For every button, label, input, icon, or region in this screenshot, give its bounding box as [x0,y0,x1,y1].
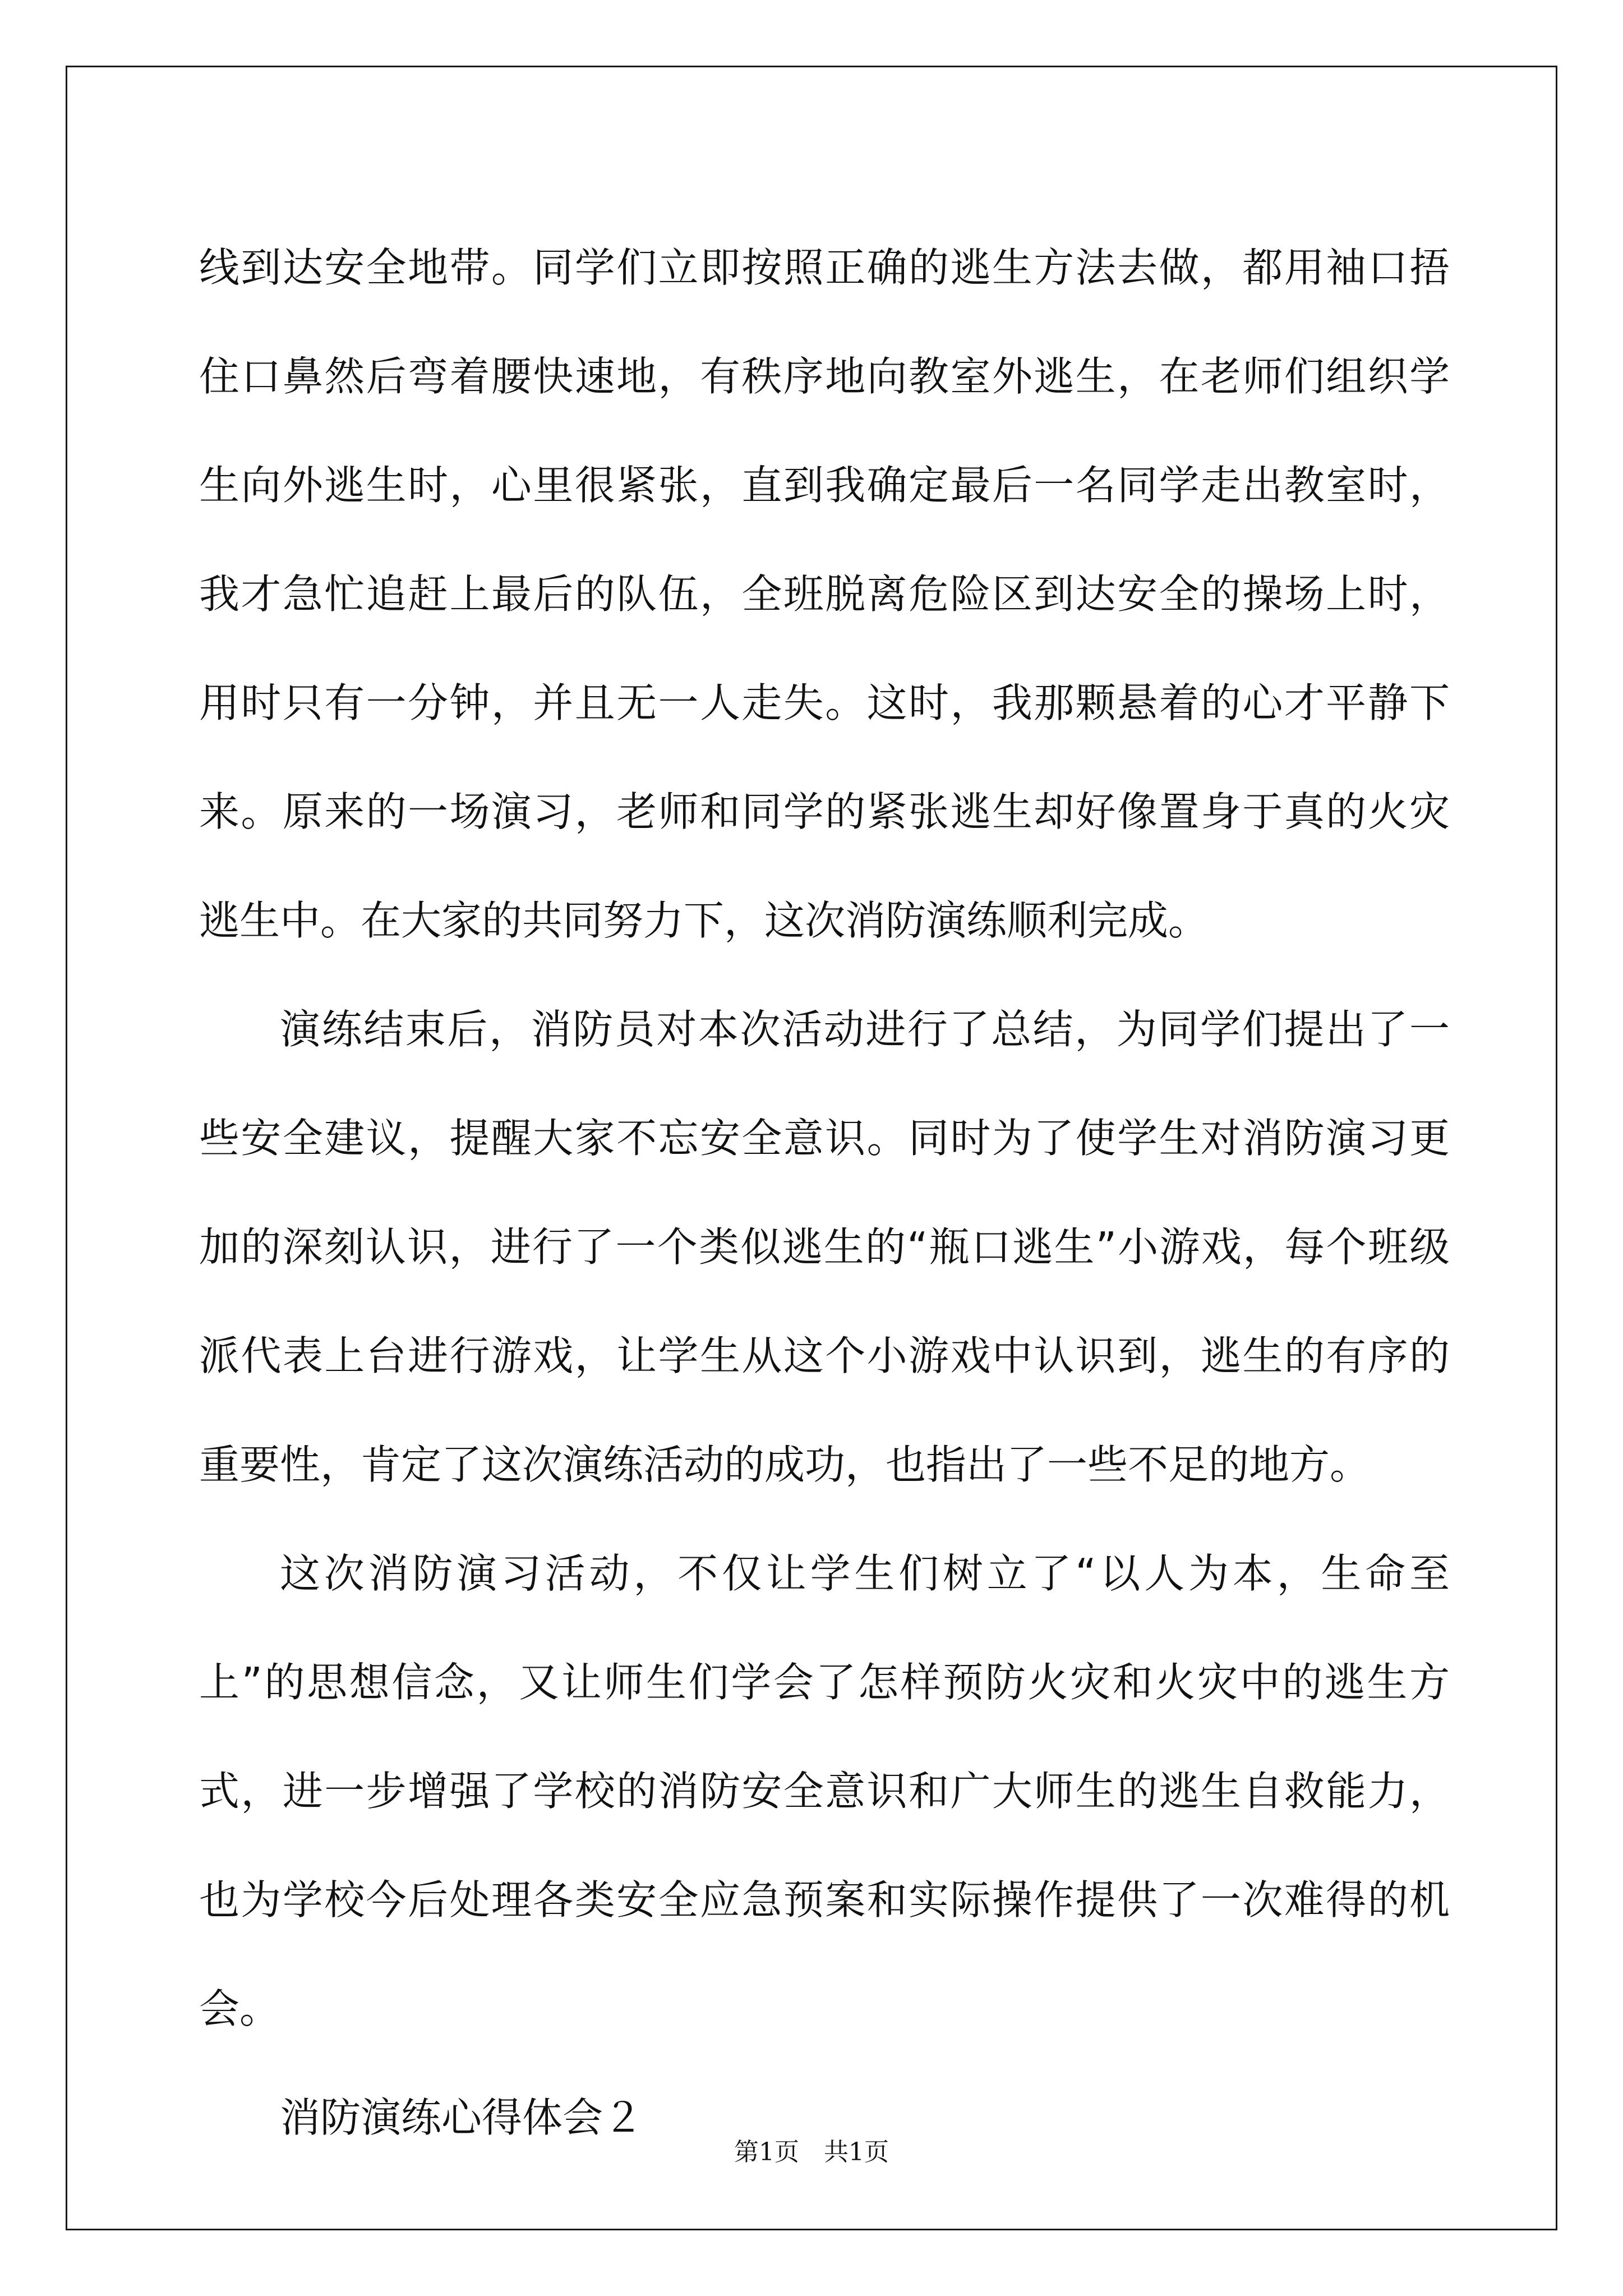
section-heading: 消防演练心得体会２ [280,2094,644,2141]
page-footer: 第1页 共1页 [734,2138,889,2166]
paragraph-1: 线到达安全地带。同学们立即按照正确的逃生方法去做，都用袖口捂住口鼻然后弯着腰快速地，有秩序地向教室外逃生，在老师们组织学生向外逃生时，心里很紧张，直到我确定最后一名同学走出教室时，我才急忙追赶上最后的队伍，全班脱离危险区到达安全的操场上时，用时只有一分钟，并且无一人走失。这时，我那颗悬着的心才平静下来。原来的一场演习，老师和同学的紧张逃生却好像置身于真的火灾逃生中。在大家的共同努力下，这次消防演练顺利完成。 [199,244,1450,944]
document-body [199,213,1450,2172]
paragraph-3: 这次消防演习活动，不仅让学生们树立了“以人为本，生命至上”的思想信念，又让师生们学会了怎样预防火灾和火灾中的逃生方式，进一步增强了学校的消防安全意识和广大师生的逃生自救能力，也为学校今后处理各类安全应急预案和实际操作提供了一次难得的机会。 [199,1550,1450,2032]
paragraph-2: 演练结束后，消防员对本次活动进行了总结，为同学们提出了一些安全建议，提醒大家不忘安全意识。同时为了使学生对消防演习更加的深刻认识，进行了一个类似逃生的“瓶口逃生”小游戏，每个班级派代表上台进行游戏，让学生从这个小游戏中认识到，逃生的有序的重要性，肯定了这次演练活动的成功，也指出了一些不足的地方。 [199,1006,1450,1488]
